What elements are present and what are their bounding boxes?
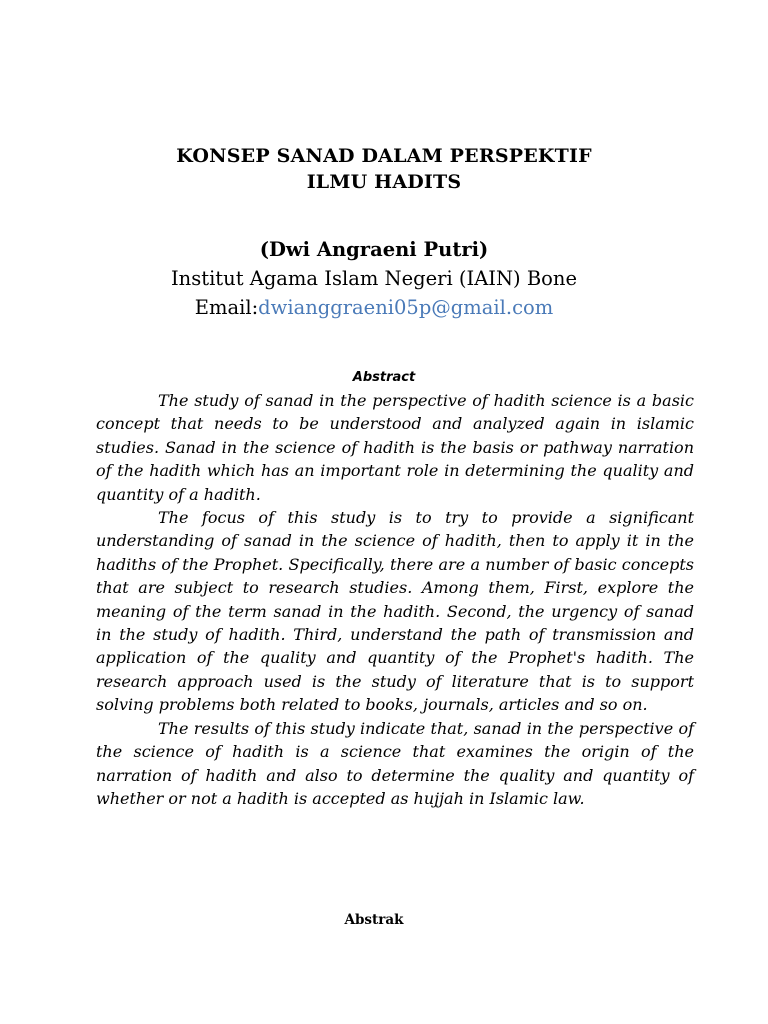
email-label: Email: bbox=[194, 296, 259, 319]
author-name: (Dwi Angraeni Putri) bbox=[259, 238, 489, 261]
paper-title-line-1: KONSEP SANAD DALAM PERSPEKTIF bbox=[176, 145, 592, 167]
email-link[interactable]: dwianggraeni05p@gmail.com bbox=[258, 296, 554, 319]
abstrak-heading: Abstrak bbox=[344, 912, 404, 928]
abstract-paragraph: The study of sanad in the perspective of hadith science is a basic concept that needs to be understood and analyzed again in islamic studies. Sanad in the science of hadith is the basis or pathway narration of the hadith which has an important role in determining the quality and quantity of a hadith. bbox=[96, 391, 694, 504]
abstract-body bbox=[96, 389, 694, 810]
author-block bbox=[0, 236, 768, 323]
paper-title-line-2: ILMU HADITS bbox=[306, 171, 462, 193]
abstract-paragraph: The focus of this study is to try to provide a significant understanding of sanad in the science of hadith, then to apply it in the hadiths of the Prophet. Specifically, there are a number of basic concepts that are subject to research studies. Among them, First, explore the meaning of the term sanad in the hadith. Second, the urgency of sanad in the study of hadith. Third, understand the path of transmission and application of the quality and quantity of the Prophet's hadith. The research approach used is the study of literature that is to support solving problems both related to books, journals, articles and so on. bbox=[96, 508, 694, 715]
paper-title bbox=[0, 143, 768, 195]
abstract-heading: Abstract bbox=[352, 370, 416, 385]
abstract-paragraph: The results of this study indicate that, sanad in the perspective of the science of hadith is a science that examines the origin of the narration of hadith and also to determine the quality and quantity of whether or not a hadith is accepted as hujjah in Islamic law. bbox=[96, 718, 694, 808]
author-institution: Institut Agama Islam Negeri (IAIN) Bone bbox=[170, 267, 578, 290]
author-email-line bbox=[0, 293, 768, 323]
